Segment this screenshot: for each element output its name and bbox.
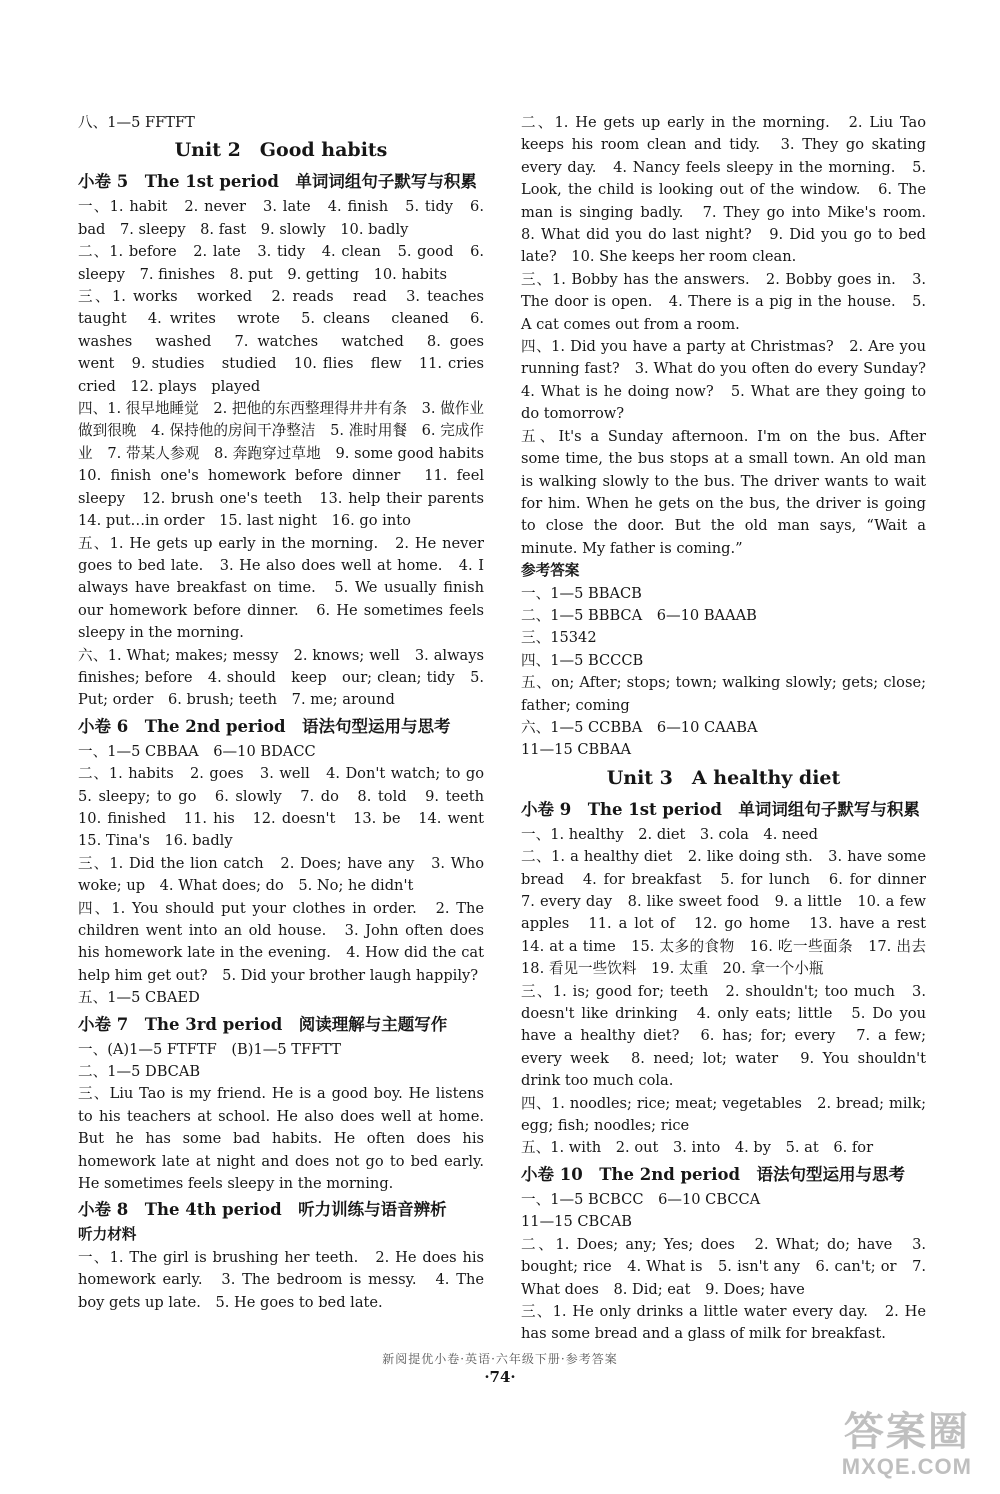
answer-line: 二、1. He gets up early in the morning. 2. Liu Tao keeps his room clean and tidy. 3. They go skating every day. 4. Nancy feels sleepy in the morning. 5. Look, the child is looking out of the window. 6. The man is singing badly. 7. They go into Mike's room. 8. What did you do last night? 9. Did you go to bed late? 10. She keeps her room clean. — [521, 114, 941, 266]
top-answer-line: 八、1—5 FFTFT — [78, 114, 195, 131]
listening-material-label: 听力材料 — [78, 1226, 137, 1244]
answer-line: 11—15 CBCAB — [521, 1213, 632, 1231]
answer-line: 一、1. healthy 2. diet 3. cola 4. need — [521, 825, 818, 843]
watermark-logo: 答案圈 — [843, 1410, 970, 1454]
answer-line: 三、1. He only drinks a little water every day. 2. He has some bread and a glass of milk for breakfast. — [521, 1302, 926, 1343]
answer-line: 四、1. Did you have a party at Christmas? 2. Are you running fast? 3. What do you often do every Sunday? 4. What is he doing now? 5. What are they going to do tomorrow? — [521, 338, 941, 423]
answer-line: 二、1. habits 2. goes 3. well 4. Don't watch; to go 5. sleepy; to go 6. slowly 7. do 8. told 9. teeth 10. finished 11. his 12. doesn't 13. be 14. went 15. Tina's 16. badly — [78, 765, 499, 850]
writing-sample: 三、Liu Tao is my friend. He is a good boy. He listens to his teachers at school. He also does well at home. But he has some bad habits. He often does his homework late at night and does not go to bed early. He sometimes feels sleepy in the morning. — [78, 1085, 484, 1193]
answer-line: 三、1. Bobby has the answers. 2. Bobby goes in. 3. The door is open. 4. There is a pig in the house. 5. A cat comes out from a room. — [521, 270, 926, 333]
answer-line: 二、1—5 BBBCA 6—10 BAAAB — [521, 606, 757, 624]
page-number: ·74· — [484, 1368, 516, 1386]
answer-line: 四、1. You should put your clothes in order. 2. The children went into an old house. 3. John often does his homework late in the evening. 4. How did the cat help him get out? 5. Did your brother laugh happily? — [78, 899, 484, 984]
answer-line: 四、1. 很早地睡觉 2. 把他的东西整理得井井有条 3. 做作业做到很晚 4. 保持他的房间干净整洁 5. 准时用餐 6. 完成作业 7. 带某人参观 8. 奔跑穿过草地 9. some good habits 10. finish one's homework before dinner 11. feel sleepy 12. brush one's teeth 13. help their parents 14. put…in order 15. last night 16. go into — [78, 400, 499, 530]
answer-line: 五、1—5 CBAED — [78, 989, 200, 1007]
answer-line: 一、1—5 CBBAA 6—10 BDACC — [78, 742, 316, 760]
answer-line: 二、1. before 2. late 3. tidy 4. clean 5. good 6. sleepy 7. finishes 8. put 9. getting 10. habits — [78, 243, 484, 283]
answer-line: 一、1—5 BCBCC 6—10 CBCCA — [521, 1190, 761, 1208]
answer-line: 六、1. What; makes; messy 2. knows; well 3. always finishes; before 4. should keep our; clean; tidy 5. Put; order 6. brush; teeth 7. me; around — [78, 646, 499, 709]
answer-line: 11—15 CBBAA — [521, 741, 632, 759]
section-heading-9: 小卷 9 The 1st period 单词词组句子默写与积累 — [521, 799, 920, 819]
answer-line: 三、1. Did the lion catch 2. Does; have any 3. Who woke; up 4. What does; do 5. No; he didn't — [78, 854, 484, 895]
section-heading-7: 小卷 7 The 3rd period 阅读理解与主题写作 — [78, 1014, 448, 1034]
section-heading-5: 小卷 5 The 1st period 单词词组句子默写与积累 — [78, 172, 477, 192]
unit2-title: Unit 2 Good habits — [174, 139, 388, 162]
answer-line: 一、(A)1—5 FTFTF (B)1—5 TFFTT — [78, 1040, 341, 1058]
answer-line: 四、1—5 BCCCB — [521, 651, 644, 669]
answer-line: 二、1—5 DBCAB — [78, 1063, 201, 1081]
reference-answers-label: 参考答案 — [521, 562, 580, 580]
left-column — [78, 112, 499, 1314]
right-column — [521, 112, 941, 1346]
unit3-title: Unit 3 A healthy diet — [606, 766, 841, 789]
watermark-url: MXQE.COM — [841, 1454, 972, 1479]
answer-line: 三、15342 — [521, 629, 597, 647]
answer-line: 五、1. with 2. out 3. into 4. by 5. at 6. for — [521, 1139, 874, 1157]
answer-line: 五、on; After; stops; town; walking slowly; gets; close; father; coming — [521, 674, 926, 714]
section-heading-6: 小卷 6 The 2nd period 语法句型运用与思考 — [78, 716, 451, 736]
answer-line: 一、1—5 BBACB — [521, 584, 642, 602]
answer-line: 一、1. habit 2. never 3. late 4. finish 5. tidy 6. bad 7. sleepy 8. fast 9. slowly 10. badly — [78, 198, 484, 238]
footer-series-title: 新阅提优小卷·英语·六年级下册·参考答案 — [382, 1352, 618, 1366]
answer-line: 三、1. works worked 2. reads read 3. teaches taught 4. writes wrote 5. cleans cleaned 6. washes washed 7. watches watched 8. goes went 9. studies studied 10. flies flew 11. cries cried 12. plays played — [78, 288, 499, 395]
answer-line: 二、1. a healthy diet 2. like doing sth. 3. have some bread 4. for breakfast 5. for lunch 6. for dinner 7. every day 8. like sweet food 9. a little 10. a few apples 11. a lot of 12. go home 13. have a rest 14. at a time 15. 太多的食物 16. 吃一些面条 17. 出去 18. 看见一些饮料 19. 太重 20. 拿一个小瓶 — [521, 848, 941, 978]
section-heading-10: 小卷 10 The 2nd period 语法句型运用与思考 — [521, 1164, 906, 1184]
answer-line: 一、1. The girl is brushing her teeth. 2. He does his homework early. 3. The bedroom is messy. 4. The boy gets up late. 5. He goes to bed late. — [78, 1248, 484, 1311]
section-heading-8: 小卷 8 The 4th period 听力训练与语音辨析 — [78, 1200, 447, 1220]
answer-line: 四、1. noodles; rice; meat; vegetables 2. bread; milk; egg; fish; noodles; rice — [521, 1094, 926, 1135]
answer-line: 三、1. is; good for; teeth 2. shouldn't; too much 3. doesn't like drinking 4. only eats; little 5. Do you have a healthy diet? 6. has; for; every 7. a few; every week 8. need; lot; water 9. You shouldn't drink too much cola. — [521, 982, 926, 1090]
answer-line: 五、It's a Sunday afternoon. I'm on the bus. After some time, the bus stops at a small town. An old man is walking slowly to the bus. The driver wants to wait for him. When he gets on the bus, the driver is going to close the door. But the old man says, “Wait a minute. My father is coming.” — [521, 427, 926, 557]
answer-line: 六、1—5 CCBBA 6—10 CAABA — [521, 718, 758, 736]
answer-line: 二、1. Does; any; Yes; does 2. What; do; have 3. bought; rice 4. What is 5. isn't any 6. can't; or 7. What does 8. Did; eat 9. Does; have — [521, 1235, 926, 1298]
answer-line: 五、1. He gets up early in the morning. 2. He never goes to bed late. 3. He also does well at home. 4. I always have breakfast on time. 5. We usually finish our homework before dinner. 6. He sometimes feels sleepy in the morning. — [78, 534, 484, 642]
watermark — [842, 1410, 972, 1480]
